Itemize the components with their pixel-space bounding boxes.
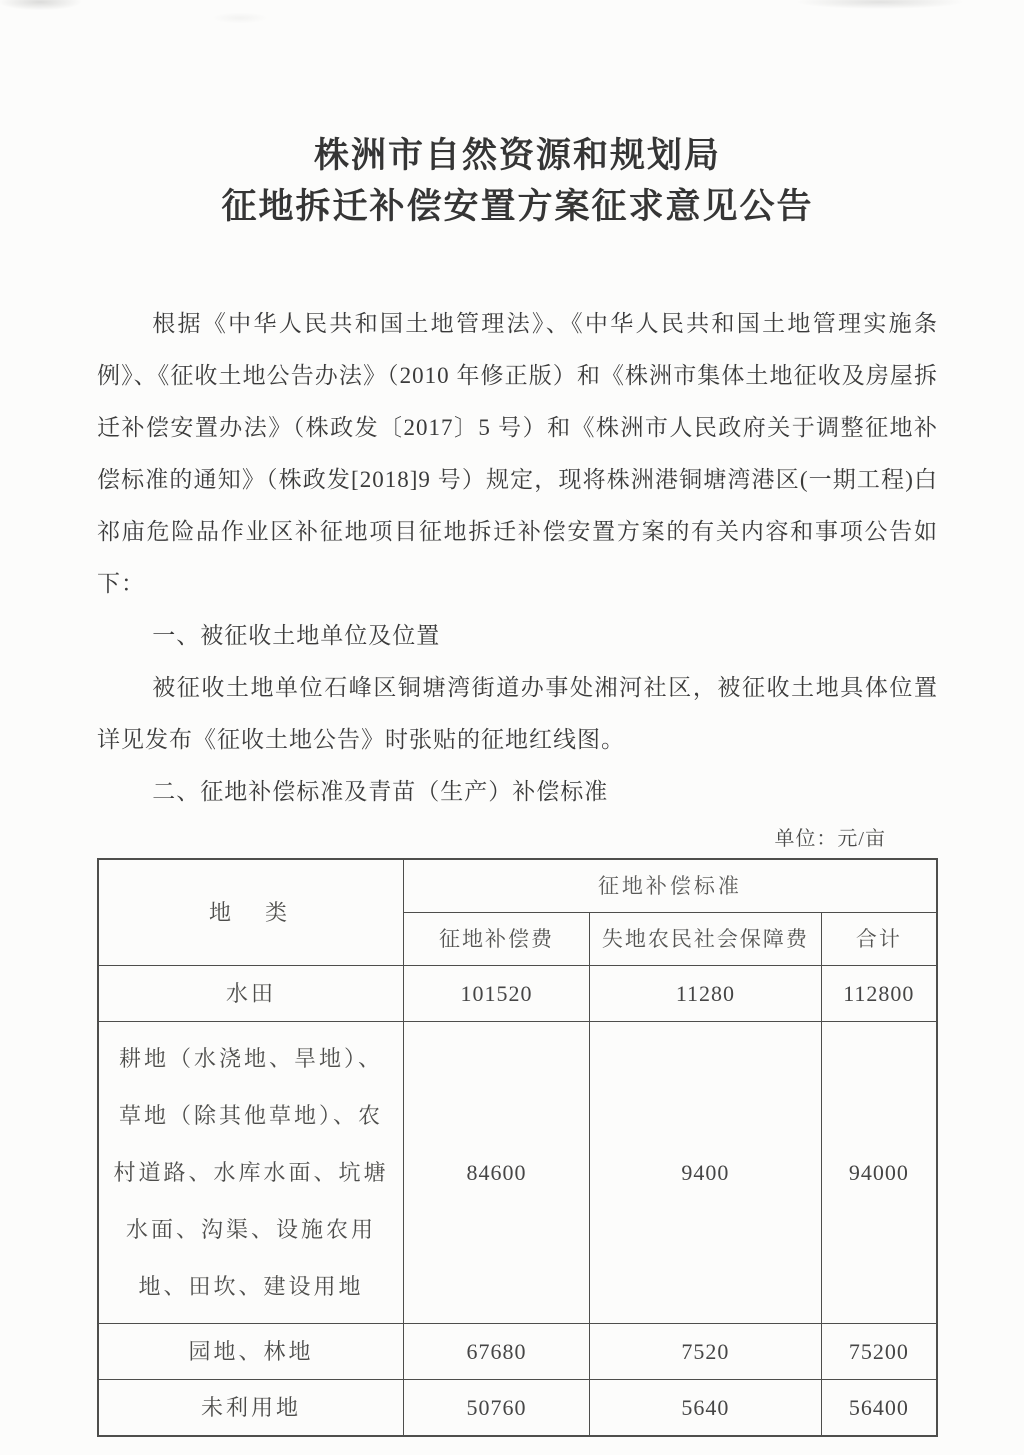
land-type-cell: 水田	[98, 966, 403, 1022]
section-1-paragraph: 被征收土地单位石峰区铜塘湾街道办事处湘河社区，被征收土地具体位置详见发布《征收土地公告》时张贴的征地红线图。	[97, 675, 938, 752]
document-title	[97, 130, 938, 232]
social-security-cell: 7520	[590, 1324, 822, 1380]
compensation-fee-cell: 84600	[403, 1022, 589, 1324]
table-row	[98, 1022, 937, 1324]
intro-paragraph: 根据《中华人民共和国土地管理法》、《中华人民共和国土地管理实施条例》、《征收土地公告办法》（2010 年修正版）和《株洲市集体土地征收及房屋拆迁补偿安置办法》（株政发〔2017〕5 号）和《株洲市人民政府关于调整征地补偿标准的通知》（株政发[2018]9 号）规定，现将株洲港铜塘湾港区(一期工程)白祁庙危险品作业区补征地项目征地拆迁补偿安置方案的有关内容和事项公告如下：	[97, 311, 938, 596]
document-title-line2: 征地拆迁补偿安置方案征求意见公告	[221, 187, 814, 226]
compensation-fee-cell: 50760	[403, 1380, 589, 1437]
compensation-fee-cell: 67680	[403, 1324, 589, 1380]
total-cell: 75200	[821, 1324, 937, 1380]
table-row	[98, 966, 937, 1022]
table-row	[98, 1324, 937, 1380]
header-land-type: 地 类	[98, 859, 403, 966]
land-type-cell: 未利用地	[98, 1380, 403, 1437]
section-2-heading: 二、征地补偿标准及青苗（生产）补偿标准	[152, 779, 609, 804]
social-security-cell: 11280	[590, 966, 822, 1022]
total-cell: 112800	[821, 966, 937, 1022]
document-body	[97, 298, 938, 1437]
land-type-cell: 耕地（水浇地、旱地）、草地（除其他草地）、农村道路、水库水面、坑塘水面、沟渠、设施农用地、田坎、建设用地	[98, 1022, 403, 1324]
table-row	[98, 1380, 937, 1437]
table-unit-label: 单位：元/亩	[774, 828, 886, 850]
header-compensation-fee: 征地补偿费	[403, 913, 589, 966]
table-header-group-row	[98, 859, 937, 913]
social-security-cell: 9400	[590, 1022, 822, 1324]
header-compensation-standard-group: 征地补偿标准	[403, 859, 937, 913]
section-1-heading: 一、被征收土地单位及位置	[152, 623, 441, 648]
compensation-fee-cell: 101520	[403, 966, 589, 1022]
document-title-line1: 株洲市自然资源和规划局	[313, 136, 721, 175]
total-cell: 56400	[821, 1380, 937, 1437]
header-total: 合计	[821, 913, 937, 966]
total-cell: 94000	[821, 1022, 937, 1324]
social-security-cell: 5640	[590, 1380, 822, 1437]
header-social-security: 失地农民社会保障费	[590, 913, 822, 966]
land-type-cell: 园地、林地	[98, 1324, 403, 1380]
compensation-standards-table	[97, 858, 938, 1437]
